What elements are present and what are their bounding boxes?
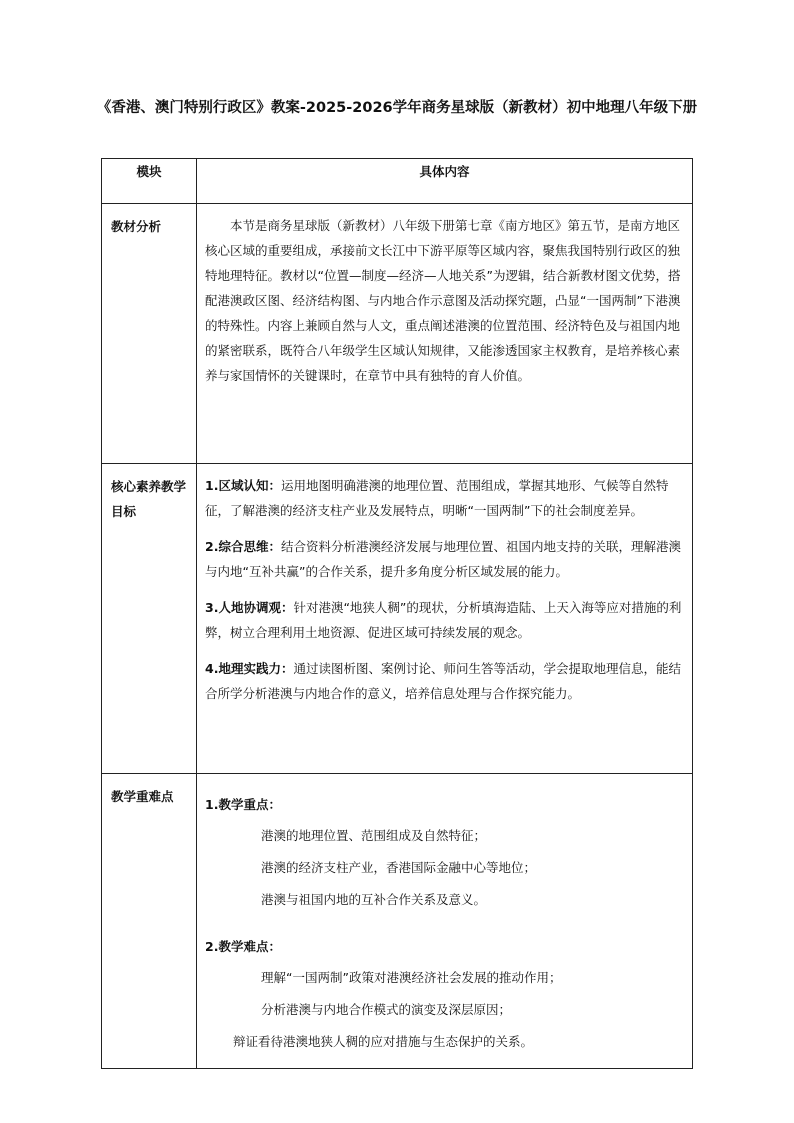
analysis-content [197, 204, 693, 464]
goal-head: 4.地理实践力： [205, 661, 294, 676]
page-title: 《香港、澳门特别行政区》教案-2025-2026学年商务星球版（新教材）初中地理八年级下册 [96, 100, 698, 116]
analysis-label: 教材分析 [102, 204, 197, 464]
goal-text: 通过读图析图、案例讨论、师问生答等活动，学会提取地理信息，能结合所学分析港澳与内地合作的意义，培养信息处理与合作探究能力。 [205, 661, 681, 701]
goal-head: 1.区域认知： [205, 478, 281, 493]
lesson-plan-table [101, 158, 693, 1069]
keypoints-label: 教学重难点 [102, 774, 197, 1069]
table-row-keypoints [102, 774, 693, 1069]
goals-label: 核心素养教学目标 [102, 464, 197, 774]
diff-item: 理解“一国两制”政策对港澳经济社会发展的推动作用； [261, 970, 562, 985]
header-content: 具体内容 [197, 159, 693, 204]
goal-text: 结合资料分析港澳经济发展与地理位置、祖国内地支持的关联，理解港澳与内地“互补共赢”的合作关系，提升多角度分析区域发展的能力。 [205, 539, 681, 579]
goal-item [205, 656, 684, 706]
diff-item: 分析港澳与内地合作模式的演变及深层原因； [261, 1002, 512, 1017]
keypoints-content [197, 774, 693, 1069]
key-item: 港澳与祖国内地的互补合作关系及意义。 [261, 892, 487, 907]
table-header-row [102, 159, 693, 204]
goal-item [205, 595, 684, 645]
header-module: 模块 [102, 159, 197, 204]
goal-head: 3.人地协调观： [205, 600, 294, 615]
key-title: 1.教学重点： [205, 797, 281, 812]
diff-title: 2.教学难点： [205, 939, 281, 954]
goal-head: 2.综合思维： [205, 539, 281, 554]
key-item: 港澳的地理位置、范围组成及自然特征； [261, 828, 487, 843]
table-row-goals [102, 464, 693, 774]
goals-content [197, 464, 693, 774]
table-row-analysis [102, 204, 693, 464]
key-item: 港澳的经济支柱产业，香港国际金融中心等地位； [261, 860, 537, 875]
goal-text: 针对港澳“地狭人稠”的现状，分析填海造陆、上天入海等应对措施的利弊，树立合理利用土地资源、促进区域可持续发展的观念。 [205, 600, 682, 640]
diff-item: 辩证看待港澳地狭人稠的应对措施与生态保护的关系。 [233, 1034, 534, 1049]
analysis-text: 本节是商务星球版（新教材）八年级下册第七章《南方地区》第五节，是南方地区核心区域的重要组成，承接前文长江中下游平原等区域内容，聚焦我国特别行政区的独特地理特征。教材以“位置—制度—经济—人地关系”为逻辑，结合新教材图文优势，搭配港澳政区图、经济结构图、与内地合作示意图及活动探究题，凸显“一国两制”下港澳的特殊性。内容上兼顾自然与人文，重点阐述港澳的位置范围、经济特色及与祖国内地的紧密联系，既符合八年级学生区域认知规律，又能渗透国家主权教育，是培养核心素养与家国情怀的关键课时，在章节中具有独特的育人价值。 [205, 218, 681, 383]
goal-item [205, 473, 684, 523]
goal-item [205, 534, 684, 584]
goal-text: 运用地图明确港澳的地理位置、范围组成，掌握其地形、气候等自然特征，了解港澳的经济支柱产业及发展特点，明晰“一国两制”下的社会制度差异。 [205, 478, 669, 518]
